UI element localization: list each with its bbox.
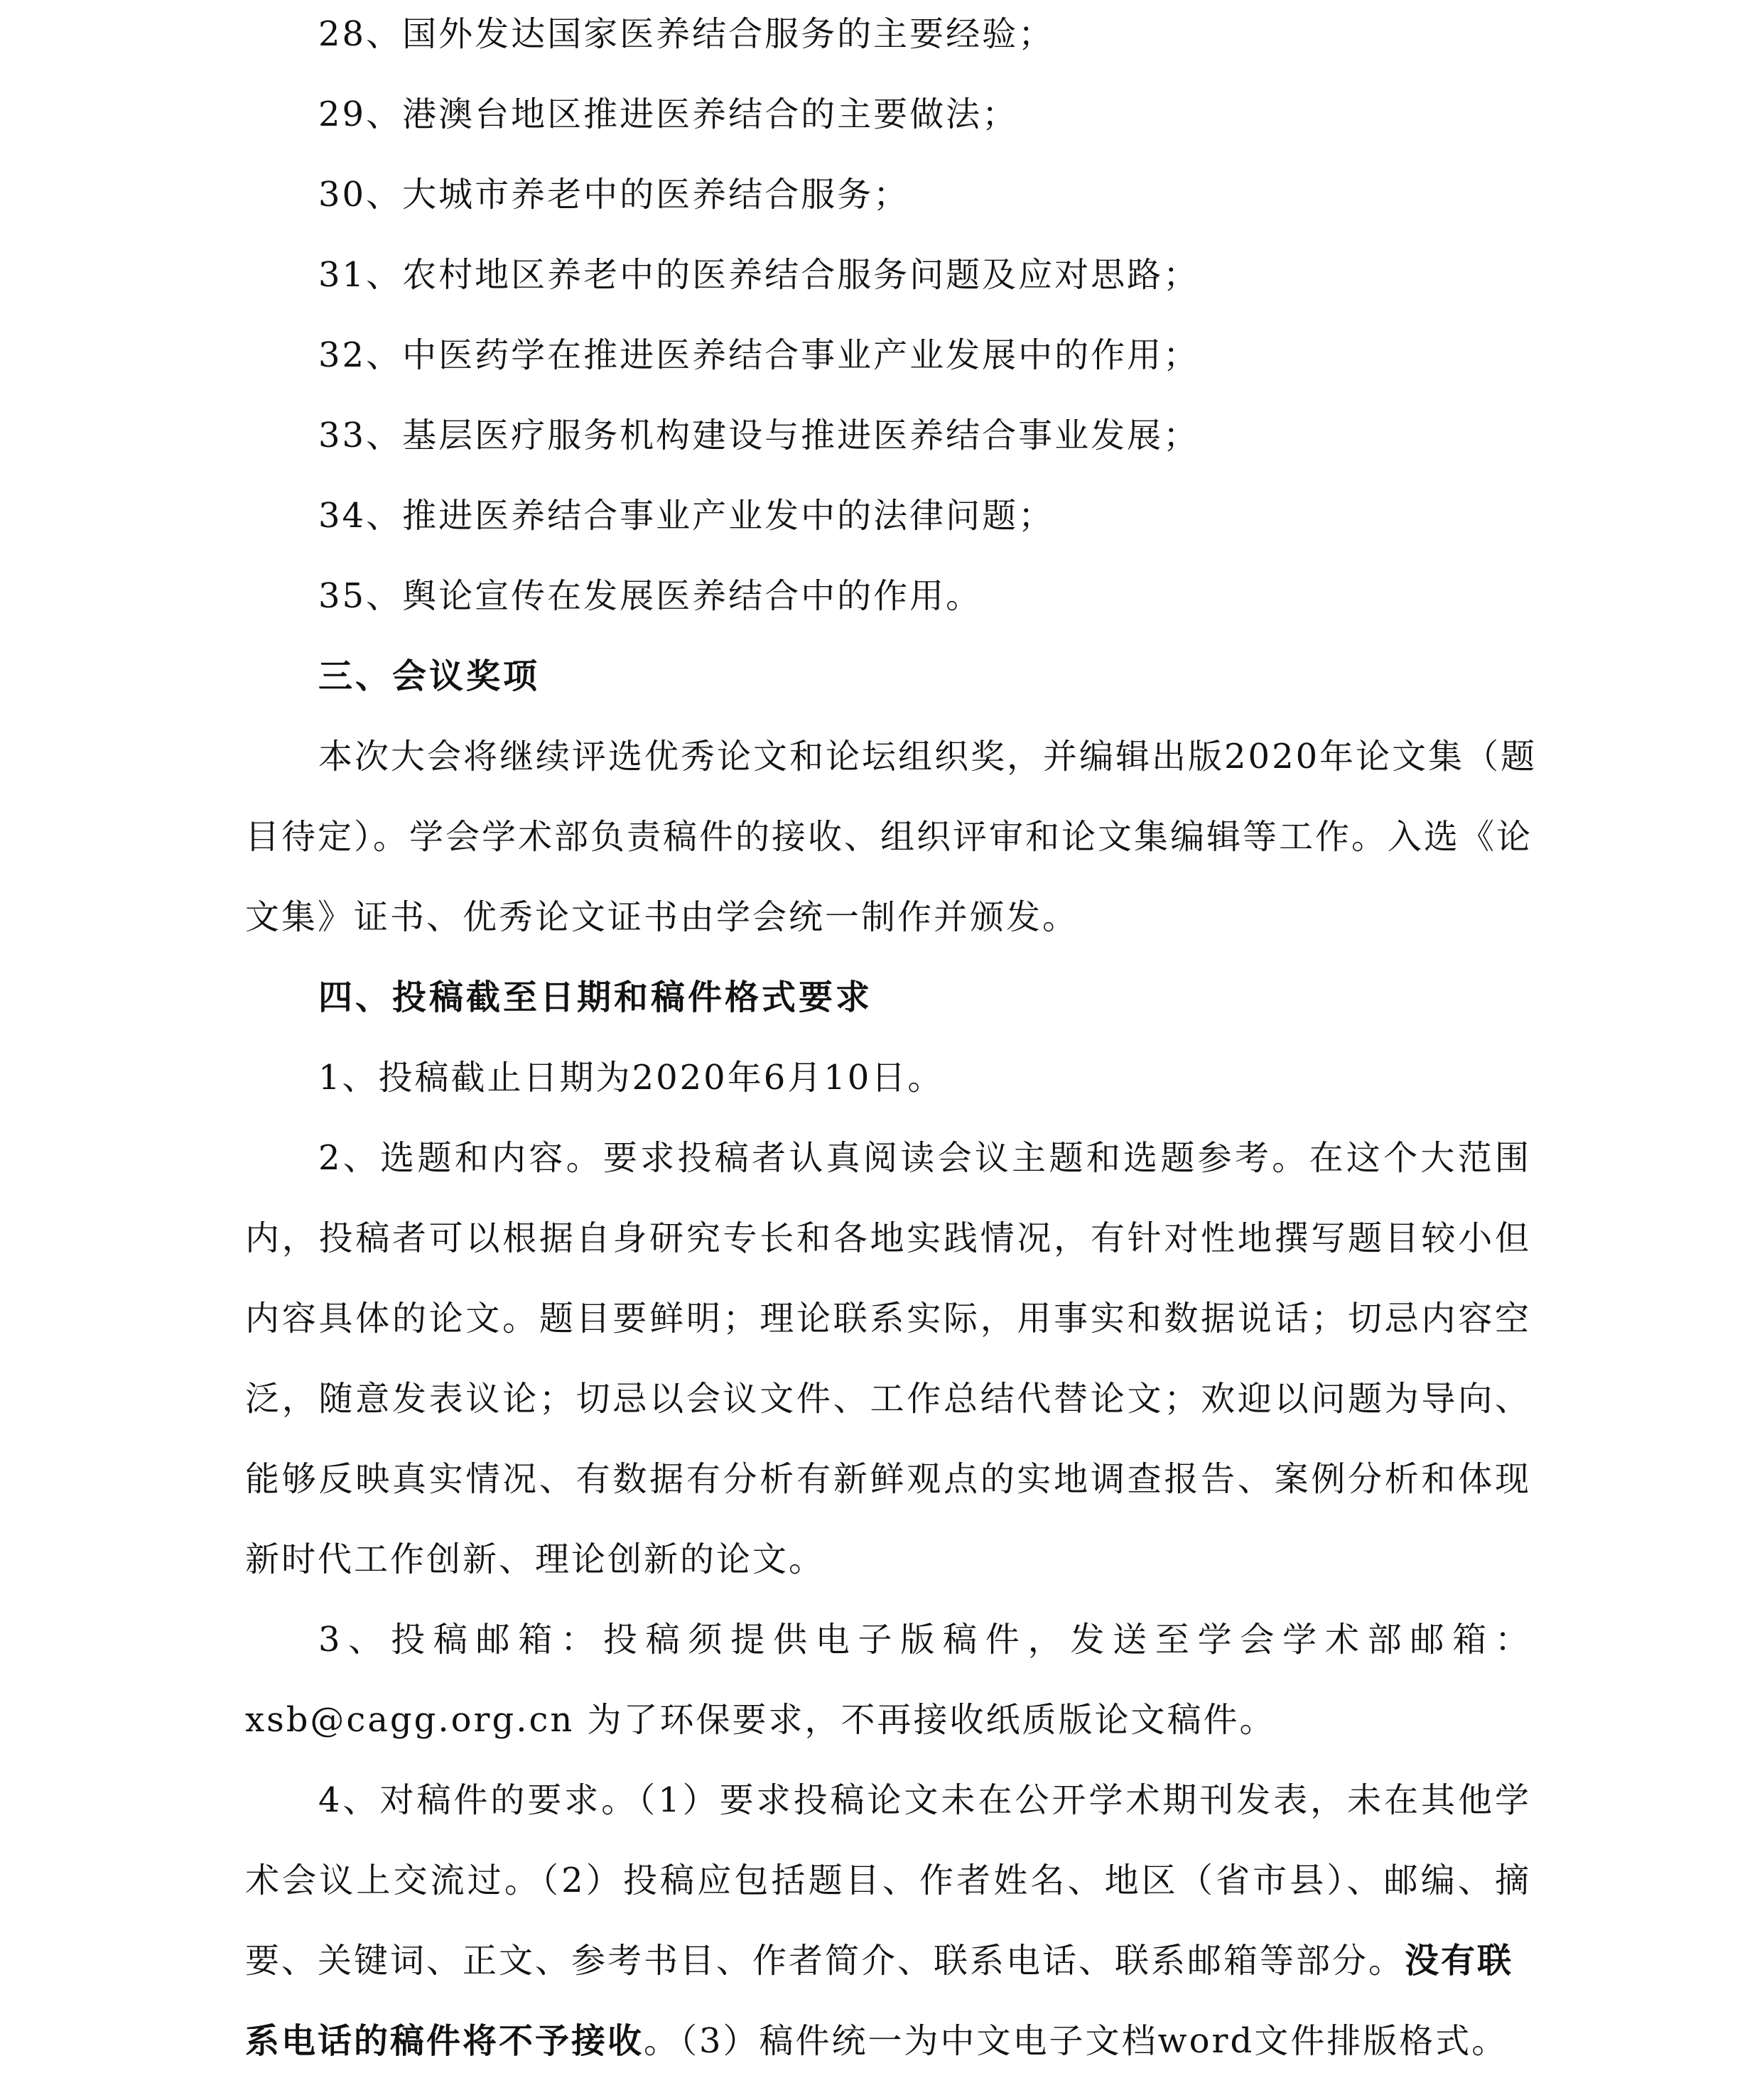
requirements-paragraph-line-2: 术会议上交流过。（2）投稿应包括题目、作者姓名、地区（省市县）、邮编、摘 <box>245 1861 1531 1900</box>
topic-paragraph-line-2: 内，投稿者可以根据自身研究专长和各地实践情况，有针对性地撰写题目较小但 <box>245 1218 1531 1258</box>
no-phone-warning-part-2: 系电话的稿件将不予接收 <box>245 2021 644 2061</box>
list-item-34: 34、推进医养结合事业产业发中的法律问题； <box>318 496 1055 536</box>
requirements-paragraph-line-4 <box>245 2013 1531 2069</box>
awards-paragraph-line-2: 目待定）。学会学术部负责稿件的接收、组织评审和论文集编辑等工作。入选《论 <box>245 817 1533 857</box>
list-item-30: 30、大城市养老中的医养结合服务； <box>318 175 910 215</box>
section-heading-awards: 三、会议奖项 <box>318 656 541 696</box>
requirements-paragraph-line-1: 4、对稿件的要求。（1）要求投稿论文未在公开学术期刊发表，未在其他学 <box>318 1780 1531 1820</box>
awards-paragraph-line-3: 文集》证书、优秀论文证书由学会统一制作并颁发。 <box>245 897 1079 937</box>
requirements-line-4-text: 。（3）稿件统一为中文电子文档word文件排版格式。 <box>644 2021 1508 2061</box>
email-paragraph-line-1: 3、投稿邮箱：投稿须提供电子版稿件，发送至学会学术部邮箱： <box>318 1620 1531 1660</box>
topic-paragraph-line-4: 泛，随意发表议论；切忌以会议文件、工作总结代替论文；欢迎以问题为导向、 <box>245 1379 1531 1419</box>
list-item-33: 33、基层医疗服务机构建设与推进医养结合事业发展； <box>318 416 1200 455</box>
email-paragraph-line-2: xsb@cagg.org.cn 为了环保要求，不再接收纸质版论文稿件。 <box>245 1700 1276 1740</box>
list-item-32: 32、中医药学在推进医养结合事业产业发展中的作用； <box>318 335 1200 375</box>
topic-paragraph-line-3: 内容具体的论文。题目要鲜明；理论联系实际，用事实和数据说话；切忌内容空 <box>245 1299 1531 1338</box>
list-item-28: 28、国外发达国家医养结合服务的主要经验； <box>318 14 1055 54</box>
section-heading-submission: 四、投稿截至日期和稿件格式要求 <box>318 978 873 1017</box>
topic-paragraph-line-6: 新时代工作创新、理论创新的论文。 <box>245 1539 826 1579</box>
topic-paragraph-line-5: 能够反映真实情况、有数据有分析有新鲜观点的实地调查报告、案例分析和体现 <box>245 1459 1531 1499</box>
requirements-line-3-text: 要、关键词、正文、参考书目、作者简介、联系电话、联系邮箱等部分。 <box>245 1941 1405 1981</box>
list-item-35: 35、舆论宣传在发展医养结合中的作用。 <box>318 576 983 616</box>
no-phone-warning-part-1: 没有联 <box>1405 1941 1514 1981</box>
list-item-31: 31、农村地区养老中的医养结合服务问题及应对思路； <box>318 255 1200 295</box>
requirements-paragraph-line-3 <box>245 1932 1531 1989</box>
deadline-item: 1、投稿截止日期为2020年6月10日。 <box>318 1058 944 1098</box>
list-item-29: 29、港澳台地区推进医养结合的主要做法； <box>318 94 1019 134</box>
topic-paragraph-line-1: 2、选题和内容。要求投稿者认真阅读会议主题和选题参考。在这个大范围 <box>318 1138 1531 1178</box>
awards-paragraph-line-1: 本次大会将继续评选优秀论文和论坛组织奖，并编辑出版2020年论文集（题 <box>318 737 1537 776</box>
